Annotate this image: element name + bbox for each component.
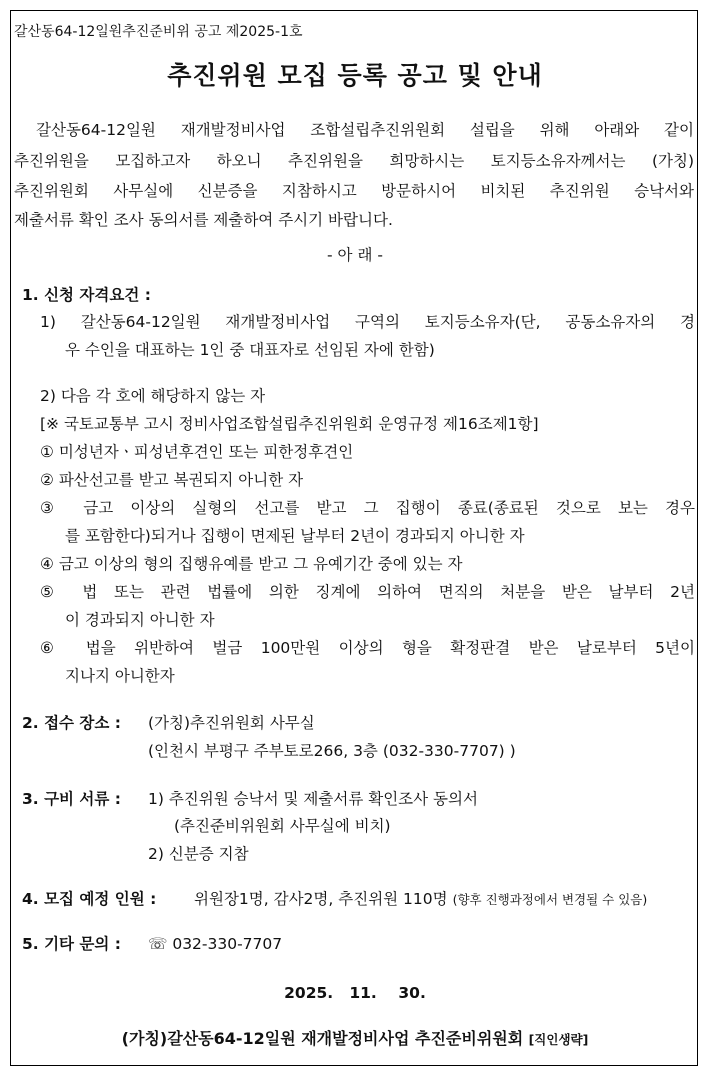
disqualification-3: ③ 금고 이상의 실형의 선고를 받고 그 집행이 종료(종료된 것으로 보는 경우 (40, 499, 695, 517)
intro-line: 추진위원회 사무실에 신분증을 지참하시고 방문하시어 비치된 추진위원 승낙서와 (14, 182, 694, 200)
disqualification-6-cont: 지나지 아니한자 (65, 667, 175, 685)
recruitment-value: 위원장1명, 감사2명, 추진위원 110명 (194, 890, 448, 908)
intro-line: 제출서류 확인 조사 동의서를 제출하여 주시기 바랍니다. (14, 211, 393, 229)
telephone-icon: ☏ (148, 935, 168, 953)
contact-phone (148, 933, 282, 955)
recruitment-count (194, 888, 647, 911)
disqualification-3-cont: 를 포함한다)되거나 집행이 면제된 날부터 2년이 경과되지 아니한 자 (65, 527, 525, 545)
section4-heading: 4. 모집 예정 인원 : (22, 890, 157, 908)
qualification-item-2: 2) 다음 각 호에 해당하지 않는 자 (40, 387, 266, 405)
page-title: 추진위원 모집 등록 공고 및 안내 (167, 61, 543, 90)
disqualification-2: ② 파산선고를 받고 복권되지 아니한 자 (40, 471, 304, 489)
intro-line: 추진위원을 모집하고자 하오니 추진위원을 희망하시는 토지등소유자께서는 (가칭) (14, 152, 694, 170)
regulation-reference: [※ 국토교통부 고시 정비사업조합설립추진위원회 운영규정 제16조제1항] (40, 415, 539, 433)
qualification-item-1: 1) 갈산동64-12일원 재개발정비사업 구역의 토지등소유자(단, 공동소유자의 경 (40, 313, 695, 331)
section2-heading: 2. 접수 장소 : (22, 714, 121, 732)
disqualification-5-cont: 이 경과되지 아니한 자 (65, 611, 215, 629)
section3-heading: 3. 구비 서류 : (22, 790, 121, 808)
notice-date: 2025. 11. 30. (284, 984, 426, 1002)
required-doc-1-note: (추진준비위원회 사무실에 비치) (174, 817, 391, 835)
notice-number: 갈산동64-12일원추진준비위 공고 제2025-1호 (14, 24, 303, 40)
contact-phone-number: 032-330-7707 (172, 935, 283, 953)
recruitment-note: (향후 진행과정에서 변경될 수 있음) (452, 892, 648, 907)
intro-line: 갈산동64-12일원 재개발정비사업 조합설립추진위원회 설립을 위해 아래와 같이 (36, 121, 694, 139)
issuer-line (0, 1028, 710, 1051)
section1-heading: 1. 신청 자격요건 : (22, 286, 151, 304)
disqualification-4: ④ 금고 이상의 형의 집행유예를 받고 그 유예기간 중에 있는 자 (40, 555, 463, 573)
required-doc-1: 1) 추진위원 승낙서 및 제출서류 확인조사 동의서 (148, 790, 478, 808)
issuer-name: (가칭)갈산동64-12일원 재개발정비사업 추진준비위원회 (121, 1029, 524, 1048)
below-marker: - 아 래 - (327, 246, 383, 264)
reception-place: (가칭)추진위원회 사무실 (148, 714, 315, 732)
disqualification-6: ⑥ 법을 위반하여 벌금 100만원 이상의 형을 확정판결 받은 날로부터 5년이 (40, 639, 695, 657)
disqualification-5: ⑤ 법 또는 관련 법률에 의한 징계에 의하여 면직의 처분을 받은 날부터 2년 (40, 583, 695, 601)
qualification-item-1-cont: 우 수인을 대표하는 1인 중 대표자로 선임된 자에 한함) (65, 341, 435, 359)
disqualification-1: ① 미성년자ㆍ피성년후견인 또는 피한정후견인 (40, 443, 354, 461)
required-doc-2: 2) 신분증 지참 (148, 845, 249, 863)
seal-omitted-note: [직인생략] (528, 1032, 589, 1047)
reception-address: (인천시 부평구 주부토로266, 3층 (032-330-7707) ) (148, 742, 516, 760)
section5-heading: 5. 기타 문의 : (22, 935, 121, 953)
